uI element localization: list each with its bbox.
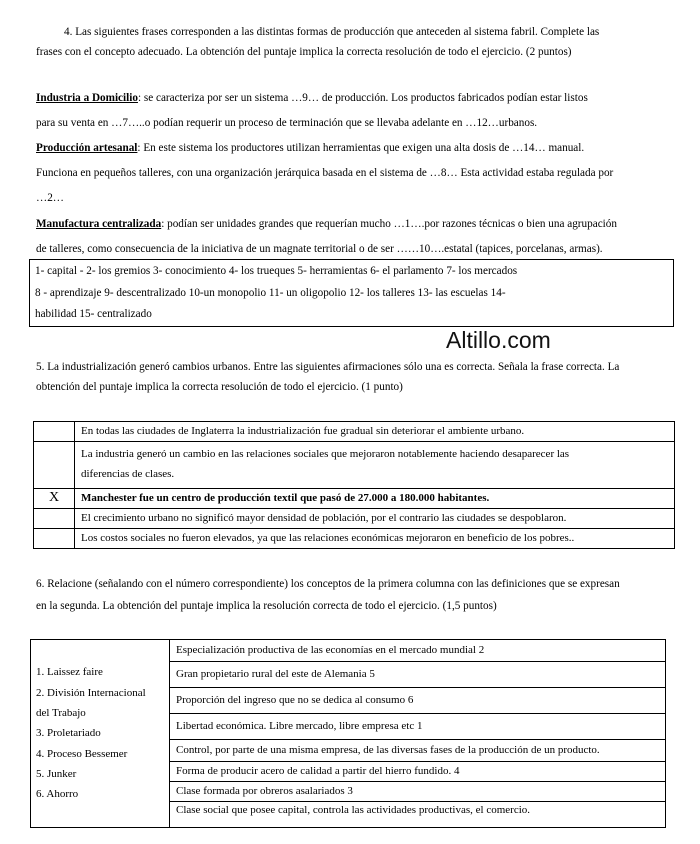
q4-options-line3: habilidad 15- centralizado <box>35 308 152 320</box>
q6-concept: 5. Junker <box>36 768 77 781</box>
q5-mark-cell[interactable]: X <box>34 488 75 508</box>
q4-paragraph-artesanal <box>36 142 584 155</box>
q4-domicilio-text: : se caracteriza por ser un sistema …9… de producción. Los productos fabricados podían estar listos <box>137 92 588 104</box>
q6-concept: 6. Ahorro <box>36 788 79 801</box>
q4-artesanal-title: Producción artesanal <box>36 142 138 154</box>
q6-concept: 1. Laissez faire <box>36 666 103 679</box>
q5-mark-cell[interactable] <box>34 508 75 528</box>
q4-options-line1: 1- capital - 2- los gremios 3- conocimiento 4- los trueques 5- herramientas 6- el parlamento 7- los mercados <box>35 265 518 277</box>
q5-mark-cell[interactable] <box>34 529 75 549</box>
q5-statement-cell: Manchester fue un centro de producción textil que pasó de 27.000 a 180.000 habitantes. <box>75 488 675 508</box>
q4-manufactura-title: Manufactura centralizada <box>36 218 162 230</box>
q5-statement-cell: El crecimiento urbano no significó mayor densidad de población, por el contrario las ciudades se despoblaron. <box>75 508 675 528</box>
q4-artesanal-line3: …2… <box>36 192 64 204</box>
q5-statements-table <box>33 421 675 549</box>
q4-manufactura-line2: de talleres, como consecuencia de la iniciativa de un magnate territorial o de ser ……10….estatal (tapices, porcelanas, armas). <box>36 243 603 255</box>
q4-options-box <box>29 259 674 327</box>
q5-instructions-line1: 5. La industrialización generó cambios urbanos. Entre las siguientes afirmaciones sólo una es correcta. Señala la frase correcta. La <box>36 361 620 373</box>
q4-artesanal-text: : En este sistema los productores utilizan herramientas que exigen una alta dosis de …14… manual. <box>137 142 585 154</box>
q6-definition: Control, por parte de una misma empresa, de las diversas fases de la producción de un producto. <box>170 740 666 762</box>
q5-statement-cell: En todas las ciudades de Inglaterra la industrialización fue gradual sin deteriorar el ambiente urbano. <box>75 422 675 442</box>
q5-instructions-line2: obtención del puntaje implica la correcta resolución de todo el ejercicio. (1 punto) <box>36 381 403 393</box>
q6-definition: Libertad económica. Libre mercado, libre empresa etc 1 <box>170 714 666 740</box>
q4-options-line2: 8 - aprendizaje 9- descentralizado 10-un monopolio 11- un oligopolio 12- los talleres 13- las escuelas 14- <box>35 287 506 299</box>
q4-instructions-line2: frases con el concepto adecuado. La obtención del puntaje implica la correcta resolución de todo el ejercicio. (2 puntos) <box>36 46 572 58</box>
q4-manufactura-text: : podían ser unidades grandes que requerían mucho …1….por razones técnicas o bien una agrupación <box>161 218 617 230</box>
q4-domicilio-title: Industria a Domicilio <box>36 92 138 104</box>
table-row <box>31 640 666 662</box>
q6-concept: del Trabajo <box>36 706 86 719</box>
table-row <box>34 422 675 442</box>
table-row <box>34 442 675 489</box>
q4-artesanal-line2: Funciona en pequeños talleres, con una organización jerárquica basada en el sistema de …8… Esta actividad estaba regulada por <box>36 167 614 179</box>
table-row <box>34 529 675 549</box>
q6-definition: Clase formada por obreros asalariados 3 <box>170 782 666 802</box>
q6-instructions-line2: en la segunda. La obtención del puntaje implica la resolución correcta de todo el ejercicio. (1,5 puntos) <box>36 600 497 612</box>
q6-instructions-line1: 6. Relacione (señalando con el número correspondiente) los conceptos de la primera columna con las definiciones que se expresan <box>36 578 620 590</box>
q6-definition: Gran propietario rural del este de Alemania 5 <box>170 662 666 688</box>
q6-concept: 4. Proceso Bessemer <box>36 747 128 760</box>
q4-instructions-line1: 4. Las siguientes frases corresponden a las distintas formas de producción que anteceden al sistema fabril. Complete las <box>64 26 600 38</box>
q6-matching-table <box>30 639 666 828</box>
q6-definition: Clase social que posee capital, controla las actividades productivas, el comercio. <box>170 802 666 828</box>
q5-mark-cell[interactable] <box>34 442 75 489</box>
q5-statement-cell: Los costos sociales no fueron elevados, ya que las relaciones económicas mejoraron en beneficio de los pobres.. <box>75 529 675 549</box>
q5-mark-cell[interactable] <box>34 422 75 442</box>
q4-paragraph-manufactura <box>36 218 617 231</box>
q4-paragraph-domicilio <box>36 92 588 105</box>
q6-concepts-cell <box>31 640 170 828</box>
q4-domicilio-line2: para su venta en …7…..o podían requerir un proceso de terminación que se llevaba adelante en …12…urbanos. <box>36 117 538 129</box>
q6-definition: Forma de producir acero de calidad a partir del hierro fundido. 4 <box>170 762 666 782</box>
table-row <box>34 488 675 508</box>
altillo-watermark: Altillo.com <box>446 327 551 353</box>
q6-concept: 3. Proletariado <box>36 727 101 740</box>
q6-definition: Especialización productiva de las economías en el mercado mundial 2 <box>170 640 666 662</box>
table-row <box>34 508 675 528</box>
q5-statement-cell: La industria generó un cambio en las relaciones sociales que mejoraron notablemente haciendo desaparecer las diferencias de clases. <box>75 442 675 489</box>
q6-concept: 2. División Internacional <box>36 686 146 699</box>
q6-definition: Proporción del ingreso que no se dedica al consumo 6 <box>170 688 666 714</box>
